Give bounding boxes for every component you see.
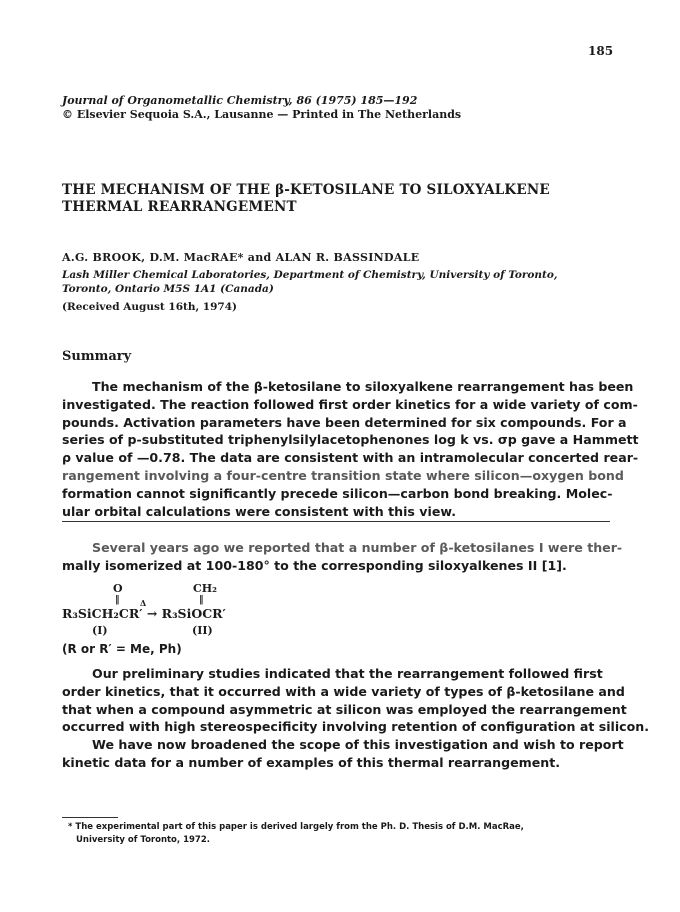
journal-line: Journal of Organometallic Chemistry, 86 (1975) 185—192: [62, 94, 418, 107]
footnote: [68, 821, 524, 847]
scheme-methylene: CH₂: [193, 582, 217, 595]
intro-line: mally isomerized at 100-180° to the corresponding siloxyalkenes II [1].: [62, 557, 567, 573]
author-list: A.G. BROOK, D.M. MacRAE* and ALAN R. BASSINDALE: [62, 251, 420, 264]
body-line: We have now broadened the scope of this investigation and wish to report: [92, 737, 624, 753]
abstract-paragraph: [62, 378, 639, 520]
compound-label-i: (I): [92, 624, 108, 637]
abstract-line: The mechanism of the β-ketosilane to siloxyalkene rearrangement has been: [92, 379, 634, 394]
abstract-line: series of p-substituted triphenylsilylacetophenones log k vs. σp gave a Hammett: [62, 432, 639, 448]
affiliation: [62, 268, 558, 296]
abstract-line: pounds. Activation parameters have been determined for six compounds. For a: [62, 414, 627, 430]
body-line: order kinetics, that it occurred with a wide variety of types of β-ketosilane and: [62, 683, 625, 699]
section-divider: [62, 521, 610, 522]
footnote-line-1: * The experimental part of this paper is derived largely from the Ph. D. Thesis of D.M. MacRae,: [68, 822, 524, 832]
received-date: (Received August 16th, 1974): [62, 301, 237, 313]
title-line-2: THERMAL REARRANGEMENT: [62, 199, 297, 215]
abstract-line: formation cannot significantly precede silicon—carbon bond breaking. Molec-: [62, 485, 613, 501]
body-paragraph: [62, 665, 650, 772]
compound-label-ii: (II): [192, 624, 213, 637]
summary-heading: Summary: [62, 349, 132, 364]
reaction-conditions: (R or R′ = Me, Ph): [62, 642, 182, 656]
intro-line: Several years ago we reported that a number of β-ketosilanes I were ther-: [92, 540, 623, 555]
footnote-divider: [62, 817, 118, 818]
affiliation-line-2: Toronto, Ontario M5S 1A1 (Canada): [62, 283, 274, 295]
body-line: occurred with high stereospecificity involving retention of configuration at silicon.: [62, 719, 650, 735]
abstract-line: investigated. The reaction followed first order kinetics for a wide variety of com-: [62, 396, 638, 412]
scheme-heat-symbol: Δ: [140, 598, 147, 608]
title-line-1: THE MECHANISM OF THE β-KETOSILANE TO SILOXYALKENE: [62, 182, 550, 198]
page-number: 185: [588, 44, 614, 58]
body-line: that when a compound asymmetric at silicon was employed the rearrangement: [62, 701, 627, 717]
reaction-equation: R₃SiCH₂CR′ → R₃SiOCR′: [62, 606, 226, 621]
copyright-line: © Elsevier Sequoia S.A., Lausanne — Printed in The Netherlands: [62, 108, 462, 121]
scheme-double-bond: ‖: [199, 595, 204, 605]
article-title: [62, 182, 550, 216]
intro-paragraph: [62, 539, 622, 575]
scheme-double-bond: ‖: [115, 595, 120, 605]
scheme-carbonyl-oxygen: O: [113, 582, 123, 595]
abstract-line: ular orbital calculations were consistent with this view.: [62, 503, 456, 519]
body-line: kinetic data for a number of examples of this thermal rearrangement.: [62, 754, 561, 770]
journal-citation: [62, 94, 461, 122]
body-line: Our preliminary studies indicated that the rearrangement followed first: [92, 666, 603, 681]
abstract-line: ρ value of —0.78. The data are consistent with an intramolecular concerted rear-: [62, 450, 639, 466]
affiliation-line-1: Lash Miller Chemical Laboratories, Department of Chemistry, University of Toronto,: [62, 269, 558, 281]
abstract-line: rangement involving a four-centre transition state where silicon—oxygen bond: [62, 467, 624, 483]
footnote-line-2: University of Toronto, 1972.: [76, 835, 210, 845]
